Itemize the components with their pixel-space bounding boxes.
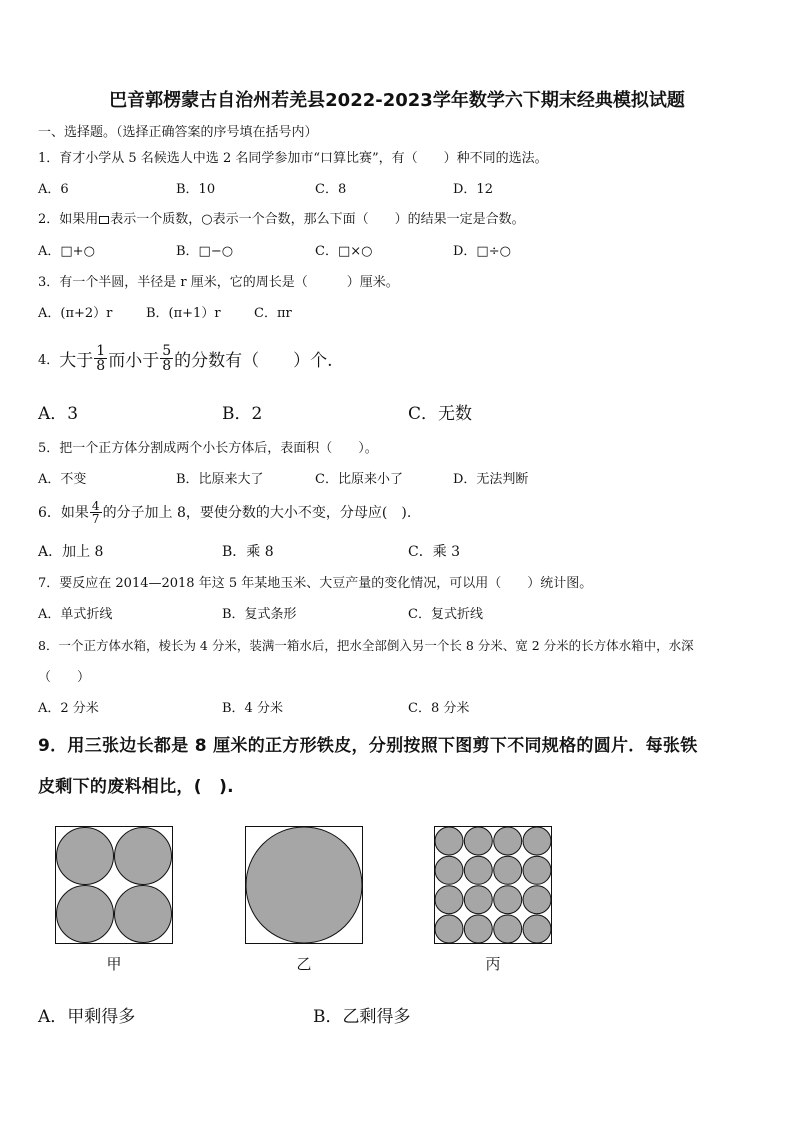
q4-text-pre: 大于 bbox=[59, 350, 94, 371]
q6-option-a[interactable]: A．加上 8 bbox=[38, 544, 104, 560]
q6-option-b[interactable]: B．乘 8 bbox=[222, 544, 274, 560]
figure-jia-four-circles bbox=[55, 826, 173, 944]
figure-yi-one-circle bbox=[245, 826, 363, 944]
fraction-numerator: 1 bbox=[96, 342, 106, 359]
question-8-line-1: 8．一个正方体水箱，棱长为 4 分米，装满一箱水后，把水全部倒入另一个长 8 分米、宽 2 分米的长方体水箱中，水深 bbox=[38, 638, 694, 653]
square-symbol-icon bbox=[99, 216, 109, 224]
q1-option-b[interactable]: B．10 bbox=[176, 182, 216, 197]
fraction-denominator: 8 bbox=[96, 357, 106, 374]
q1-option-a[interactable]: A．6 bbox=[38, 182, 69, 197]
figure-bing-sixteen-circles bbox=[434, 826, 552, 944]
q5-option-c[interactable]: C．比原来小了 bbox=[315, 472, 403, 487]
q4-text-post: 的分数有（ ）个. bbox=[174, 350, 333, 371]
fraction-numerator: 5 bbox=[162, 342, 172, 359]
question-2 bbox=[38, 208, 525, 227]
q1-option-d[interactable]: D．12 bbox=[453, 182, 493, 197]
q6-option-c[interactable]: C．乘 3 bbox=[408, 544, 461, 560]
q8-option-b[interactable]: B．4 分米 bbox=[222, 701, 283, 716]
fraction-5-8 bbox=[160, 344, 173, 373]
fraction-4-7 bbox=[90, 500, 102, 525]
q2-option-a[interactable]: A．□+○ bbox=[38, 244, 95, 259]
question-3: 3．有一个半圆，半径是 r 厘米，它的周长是（ ）厘米。 bbox=[38, 275, 399, 290]
q5-option-d[interactable]: D．无法判断 bbox=[453, 472, 529, 487]
q4-option-a[interactable]: A．3 bbox=[38, 404, 79, 424]
fraction-numerator: 4 bbox=[91, 498, 100, 513]
figure-label-bing: 丙 bbox=[485, 955, 501, 973]
q9-option-a[interactable]: A．甲剩得多 bbox=[38, 1007, 136, 1027]
page-title: 巴音郭楞蒙古自治州若羌县2022-2023学年数学六下期末经典模拟试题 bbox=[109, 90, 685, 111]
q8-option-a[interactable]: A．2 分米 bbox=[38, 701, 99, 716]
question-6 bbox=[38, 494, 411, 530]
fraction-denominator: 7 bbox=[91, 511, 100, 526]
q2-text-post: 表示一个合数，那么下面（ ）的结果一定是合数。 bbox=[212, 212, 525, 227]
question-7: 7．要反应在 2014—2018 年这 5 年某地玉米、大豆产量的变化情况，可以用（ ）统计图。 bbox=[38, 576, 593, 591]
q8-option-c[interactable]: C．8 分米 bbox=[408, 701, 470, 716]
q3-option-c[interactable]: C．πr bbox=[254, 306, 292, 321]
question-9-line-2: 皮剩下的废料相比，( ). bbox=[38, 777, 234, 797]
section-heading: 一、选择题。（选择正确答案的序号填在括号内） bbox=[38, 125, 318, 140]
q4-option-c[interactable]: C．无数 bbox=[408, 404, 473, 424]
q6-text-post: 的分子加上 8，要使分数的大小不变，分母应( ). bbox=[102, 505, 412, 521]
q7-option-b[interactable]: B．复式条形 bbox=[222, 607, 297, 622]
q2-option-c[interactable]: C．□×○ bbox=[315, 244, 373, 259]
q9-option-b[interactable]: B．乙剩得多 bbox=[313, 1007, 411, 1027]
q2-option-b[interactable]: B．□−○ bbox=[176, 244, 234, 259]
q7-option-a[interactable]: A．单式折线 bbox=[38, 607, 113, 622]
q2-text-mid: 表示一个质数， bbox=[110, 212, 202, 227]
q5-option-b[interactable]: B．比原来大了 bbox=[176, 472, 264, 487]
circle-symbol: ○ bbox=[201, 212, 213, 227]
fraction-1-8 bbox=[94, 344, 107, 373]
q1-option-c[interactable]: C．8 bbox=[315, 182, 347, 197]
q2-option-d[interactable]: D．□÷○ bbox=[453, 244, 511, 259]
q7-option-c[interactable]: C．复式折线 bbox=[408, 607, 483, 622]
q4-number: 4． bbox=[38, 352, 60, 368]
question-9-line-1: 9．用三张边长都是 8 厘米的正方形铁皮，分别按照下图剪下不同规格的圆片．每张铁 bbox=[38, 736, 698, 756]
q3-option-a[interactable]: A．(π+2）r bbox=[38, 306, 113, 321]
q3-option-b[interactable]: B．(π+1）r bbox=[146, 306, 221, 321]
q4-option-b[interactable]: B．2 bbox=[222, 404, 263, 424]
figure-label-jia: 甲 bbox=[106, 955, 122, 973]
question-1: 1．育才小学从 5 名候选人中选 2 名同学参加市“口算比赛”，有（ ）种不同的选法。 bbox=[38, 151, 548, 166]
q4-text-mid: 而小于 bbox=[108, 350, 160, 371]
q2-text-pre: 2．如果用 bbox=[38, 212, 99, 227]
question-8-line-2: （ ） bbox=[38, 670, 91, 685]
figure-label-yi: 乙 bbox=[296, 955, 312, 973]
fraction-denominator: 8 bbox=[162, 357, 172, 374]
q6-text-pre: 6．如果 bbox=[38, 505, 89, 521]
question-5: 5．把一个正方体分割成两个小长方体后，表面积（ ）。 bbox=[38, 441, 378, 456]
question-4 bbox=[38, 338, 333, 378]
q5-option-a[interactable]: A．不变 bbox=[38, 472, 87, 487]
